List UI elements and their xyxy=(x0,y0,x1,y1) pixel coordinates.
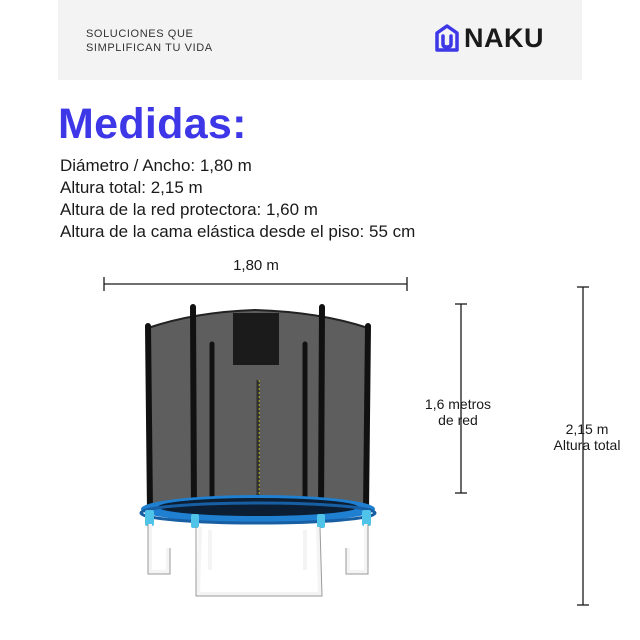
spec-total-height: Altura total: 2,15 m xyxy=(60,178,203,197)
net-height-label xyxy=(412,396,504,428)
tagline-line-2: SIMPLIFICAN TU VIDA xyxy=(86,42,213,54)
spec-bed-height: Altura de la cama elástica desde el piso: 55 cm xyxy=(60,222,416,241)
tagline-line-1: SOLUCIONES QUE xyxy=(86,28,194,40)
spec-diameter: Diámetro / Ancho: 1,80 m xyxy=(60,156,252,175)
total-height-label-line-2: Altura total xyxy=(553,437,621,453)
total-height-label xyxy=(540,421,634,453)
width-dimension-line xyxy=(104,277,407,291)
spec-net-height: Altura de la red protectora: 1,60 m xyxy=(60,200,318,219)
trampoline-illustration xyxy=(141,307,375,596)
trampoline-legs-outline xyxy=(148,524,368,596)
brand-name: NAKU xyxy=(464,22,544,53)
net-height-label-line-2: de red xyxy=(438,412,478,428)
width-label: 1,80 m xyxy=(233,257,279,274)
net-height-label-line-1: 1,6 metros xyxy=(424,396,492,412)
trampoline-legs xyxy=(150,524,366,594)
total-height-label-line-1: 2,15 m xyxy=(565,421,609,437)
net-entrance-flap xyxy=(233,313,279,365)
page-title: Medidas: xyxy=(58,100,247,148)
